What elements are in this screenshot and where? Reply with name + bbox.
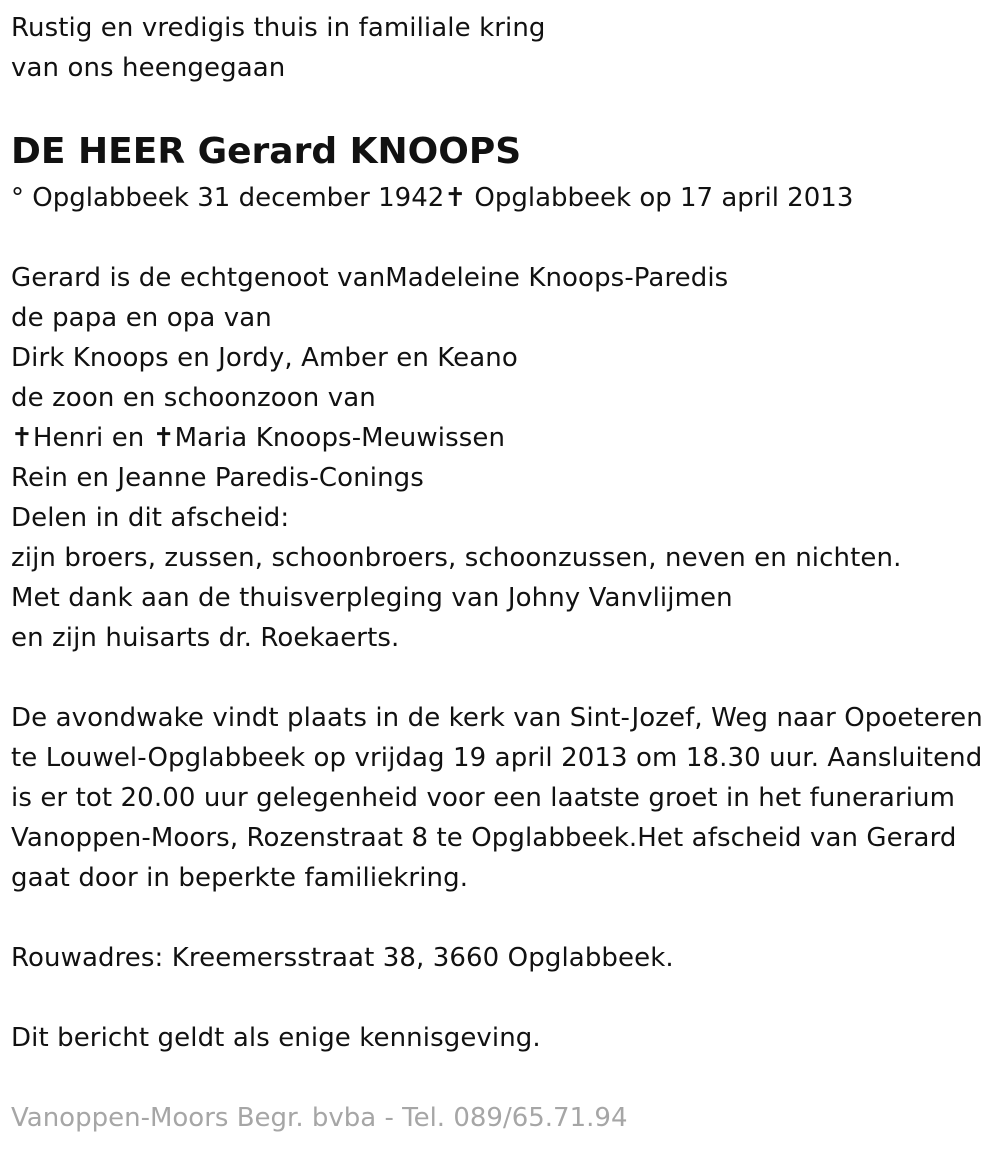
intro-line-2: van ons heengegaan — [11, 53, 286, 83]
ceremony-line-4: Vanoppen-Moors, Rozenstraat 8 te Opglabbeek.Het afscheid van Gerard — [11, 823, 957, 853]
cross-icon: ✝ — [152, 423, 175, 453]
deceased-name: DE HEER Gerard KNOOPS — [11, 131, 522, 172]
intro-line-1: Rustig en vredigis thuis in familiale kring — [11, 13, 546, 43]
family-line-10: en zijn huisarts dr. Roekaerts. — [11, 623, 400, 653]
ceremony-line-1: De avondwake vindt plaats in de kerk van Sint-Jozef, Weg naar Opoeteren — [11, 703, 983, 733]
death-info: Opglabbeek op 17 april 2013 — [466, 183, 854, 213]
family-line-7: Delen in dit afscheid: — [11, 503, 290, 533]
spacer — [11, 658, 996, 698]
funeral-home-footer: Vanoppen-Moors Begr. bvba - Tel. 089/65.71.94 — [11, 1103, 628, 1133]
family-line-3: Dirk Knoops en Jordy, Amber en Keano — [11, 343, 518, 373]
family-line-8: zijn broers, zussen, schoonbroers, schoonzussen, neven en nichten. — [11, 543, 902, 573]
family-line-4: de zoon en schoonzoon van — [11, 383, 376, 413]
ceremony-line-5: gaat door in beperkte familiekring. — [11, 863, 469, 893]
obituary-document — [11, 8, 996, 1138]
spacer — [11, 978, 996, 1018]
spacer — [11, 898, 996, 938]
notice-text: Dit bericht geldt als enige kennisgeving. — [11, 1023, 541, 1053]
parent-father: Henri en — [32, 423, 153, 453]
mourning-address: Rouwadres: Kreemersstraat 38, 3660 Opglabbeek. — [11, 943, 674, 973]
cross-icon: ✝ — [444, 183, 467, 213]
parent-mother: Maria Knoops-Meuwissen — [174, 423, 506, 453]
life-dates — [11, 178, 996, 218]
cross-icon: ✝ — [11, 423, 33, 453]
spacer — [11, 1058, 996, 1098]
ceremony-line-3: is er tot 20.00 uur gelegenheid voor een laatste groet in het funerarium — [11, 783, 956, 813]
spacer — [11, 218, 996, 258]
family-line-9: Met dank aan de thuisverpleging van Johny Vanvlijmen — [11, 583, 733, 613]
birth-info: ° Opglabbeek 31 december 1942 — [11, 183, 445, 213]
family-line-5 — [11, 418, 996, 458]
ceremony-line-2: te Louwel-Opglabbeek op vrijdag 19 april 2013 om 18.30 uur. Aansluitend — [11, 743, 983, 773]
family-line-6: Rein en Jeanne Paredis-Conings — [11, 463, 424, 493]
family-line-1: Gerard is de echtgenoot vanMadeleine Knoops-Paredis — [11, 263, 729, 293]
family-line-2: de papa en opa van — [11, 303, 272, 333]
